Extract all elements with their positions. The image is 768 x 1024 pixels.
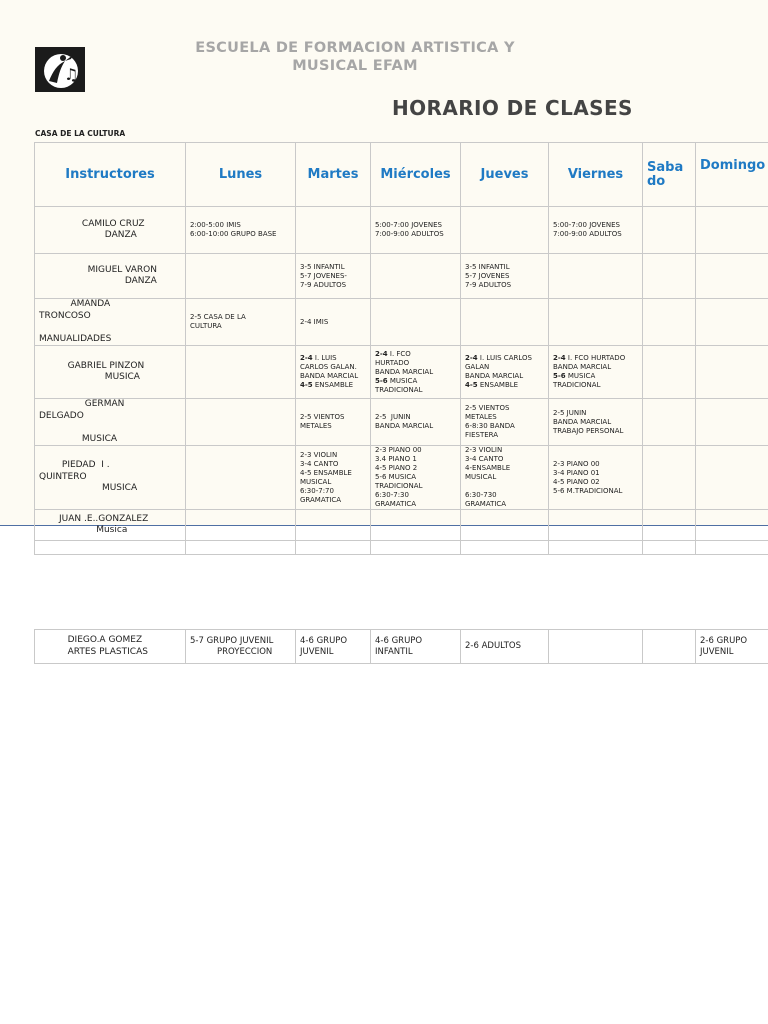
schedule-line: MUSICAL <box>300 477 332 486</box>
schedule-line: 3.4 PIANO 1 <box>375 455 417 463</box>
schedule-line: CULTURA <box>190 322 222 330</box>
column-header-instructores: Instructores <box>35 143 186 207</box>
schedule-line: PIEDAD I . <box>39 460 110 471</box>
schedule-cell-jueves <box>461 630 549 664</box>
instructor-cell <box>35 399 186 446</box>
schedule-text: I. LUIS <box>312 354 337 362</box>
schedule-line: AMANDA <box>39 299 111 309</box>
schedule-line: 2-3 PIANO 00 <box>375 446 422 454</box>
schedule-cell-domingo <box>696 254 768 299</box>
schedule-line: 7:00-9:00 ADULTOS <box>553 230 622 238</box>
schedule-line: GALAN <box>465 363 490 371</box>
schedule-cell-lunes <box>186 207 296 254</box>
schedule-cell-martes <box>296 446 371 510</box>
schedule-cell-miercoles <box>371 630 461 664</box>
schedule-text: ENSAMBLE <box>312 381 354 389</box>
schedule-cell-martes <box>296 207 371 254</box>
schedule-cell-viernes <box>549 399 643 446</box>
schedule-line <box>39 322 181 334</box>
schedule-line: DELGADO <box>39 410 84 421</box>
schedule-line: BANDA MARCIAL <box>300 372 359 380</box>
empty-cell <box>371 541 461 555</box>
schedule-cell-sabado <box>643 299 696 346</box>
table-row <box>35 630 768 664</box>
schedule-line <box>465 482 544 491</box>
schedule-line: JUVENIL <box>300 646 334 657</box>
column-header-miercoles: Miércoles <box>371 143 461 207</box>
schedule-cell-sabado <box>643 207 696 254</box>
school-name <box>170 39 540 75</box>
schedule-cell-jueves <box>461 346 549 399</box>
schedule-line <box>300 354 366 363</box>
schedule-line: 2-5 VIENTOS <box>300 413 345 421</box>
schedule-line <box>553 372 638 381</box>
schedule-cell-martes <box>296 346 371 399</box>
empty-cell <box>643 541 696 555</box>
empty-cell <box>186 541 296 555</box>
music-dancer-logo-icon <box>35 47 85 92</box>
schedule-cell-jueves <box>461 254 549 299</box>
schedule-line: MUSICA <box>39 483 138 494</box>
schedule-cell-martes <box>296 630 371 664</box>
schedule-line: INFANTIL <box>375 646 413 657</box>
schedule-time-bold: 2-4 <box>300 354 313 362</box>
schedule-table <box>34 142 768 555</box>
schedule-cell-domingo <box>696 510 768 541</box>
schedule-cell-martes <box>296 510 371 541</box>
schedule-line <box>465 354 544 363</box>
schedule-line: 6-8:30 BANDA <box>465 422 515 430</box>
empty-cell <box>549 541 643 555</box>
empty-cell <box>461 541 549 555</box>
schedule-cell-domingo <box>696 446 768 510</box>
schedule-time-bold: 2-4 <box>553 354 566 362</box>
schedule-line: METALES <box>300 422 332 430</box>
schedule-text: I. FCO <box>387 349 411 358</box>
schedule-line <box>375 377 456 386</box>
table-row <box>35 510 768 541</box>
table-row <box>35 254 768 299</box>
schedule-cell-lunes <box>186 346 296 399</box>
schedule-time-bold: 4-5 <box>465 381 478 389</box>
schedule-line: MIGUEL VARON <box>39 264 157 275</box>
schedule-cell-viernes <box>549 630 643 664</box>
schedule-cell-martes <box>296 399 371 446</box>
schedule-cell-viernes <box>549 446 643 510</box>
schedule-line: BANDA MARCIAL <box>465 372 524 380</box>
empty-cell <box>35 541 186 555</box>
schedule-line: 7-9 ADULTOS <box>465 280 512 289</box>
schedule-text: I. LUIS CARLOS <box>477 354 532 362</box>
schedule-cell-sabado <box>643 346 696 399</box>
schedule-line: 6:30-7:30 <box>375 491 409 499</box>
schedule-cell-sabado <box>643 510 696 541</box>
schedule-cell-lunes <box>186 510 296 541</box>
schedule-cell-domingo <box>696 399 768 446</box>
schedule-line: 5-6 M.TRADICIONAL <box>553 486 623 495</box>
schedule-time-bold: 2-4 <box>375 349 388 358</box>
schedule-line: 4-6 GRUPO <box>300 636 348 646</box>
schedule-line: JUAN .E..GONZALEZ <box>39 513 149 524</box>
schedule-line: FIESTERA <box>465 431 499 439</box>
column-header-domingo: Domingo <box>696 143 768 207</box>
schedule-time-bold: 5-6 <box>375 376 388 385</box>
schedule-cell-miercoles <box>371 446 461 510</box>
schedule-line: 3-4 CANTO <box>465 455 504 463</box>
schedule-line: CARLOS GALAN. <box>300 363 357 371</box>
schedule-time-bold: 4-5 <box>300 381 313 389</box>
schedule-line: BANDA MARCIAL <box>553 417 612 426</box>
instructor-cell <box>35 446 186 510</box>
table-row <box>35 299 768 346</box>
page-title: HORARIO DE CLASES <box>392 96 633 120</box>
schedule-line: TRADICIONAL <box>553 381 601 389</box>
schedule-line: 6:30-7:70 <box>300 486 334 495</box>
schedule-line: 2:00-5:00 IMIS <box>190 221 241 229</box>
schedule-line: 2-3 VIOLIN <box>465 446 503 454</box>
schedule-line: 3-4 CANTO <box>300 459 339 468</box>
schedule-line: MUSICA <box>39 433 118 444</box>
schedule-line: 4-6 GRUPO <box>375 636 423 646</box>
schedule-line: MANUALIDADES <box>39 333 112 344</box>
schedule-cell-viernes <box>549 346 643 399</box>
schedule-cell-lunes <box>186 446 296 510</box>
schedule-cell-viernes <box>549 510 643 541</box>
schedule-line: TRADICIONAL <box>375 482 423 490</box>
schedule-cell-miercoles <box>371 346 461 399</box>
schedule-line: GABRIEL PINZON <box>39 360 145 371</box>
schedule-cell-lunes <box>186 399 296 446</box>
schedule-line: DIEGO.A GOMEZ <box>39 635 143 645</box>
schedule-cell-miercoles <box>371 510 461 541</box>
schedule-line: 5:00-7:00 JOVENES <box>553 221 620 229</box>
schedule-line <box>465 381 544 390</box>
schedule-line: 6:30-730 <box>465 491 497 499</box>
schedule-text: I. FCO HURTADO <box>565 354 626 362</box>
schedule-line: MUSICA <box>39 372 140 382</box>
schedule-line: 2-3 VIOLIN <box>300 450 338 459</box>
schedule-line <box>553 354 638 363</box>
schedule-line: 4-ENSAMBLE <box>465 464 511 472</box>
schedule-line: GRAMATICA <box>375 500 417 508</box>
schedule-line: 5-7 GRUPO JUVENIL <box>190 636 274 646</box>
schedule-line: 4-5 PIANO 2 <box>375 464 418 472</box>
schedule-cell-viernes <box>549 299 643 346</box>
schedule-cell-jueves <box>461 446 549 510</box>
schedule-line: DANZA <box>39 230 137 240</box>
schedule-line: HURTADO <box>375 358 410 367</box>
svg-text:♫: ♫ <box>64 65 79 84</box>
schedule-cell-domingo <box>696 207 768 254</box>
schedule-text: MUSICA <box>565 372 596 380</box>
schedule-cell-miercoles <box>371 399 461 446</box>
schedule-line: 3-5 INFANTIL <box>300 262 345 271</box>
schedule-line: 2-6 ADULTOS <box>465 641 522 652</box>
schedule-line: GRAMATICA <box>300 495 342 504</box>
schedule-line <box>375 350 456 359</box>
schedule-line: 5-7 JOVENES <box>465 271 510 280</box>
schedule-line: BANDA MARCIAL <box>375 367 434 376</box>
instructor-cell <box>35 299 186 346</box>
table-header-row <box>35 143 768 207</box>
school-name-line-2: MUSICAL EFAM <box>292 58 418 74</box>
schedule-table-continued <box>34 629 768 664</box>
schedule-line: 5-6 MUSICA <box>375 473 417 481</box>
column-header-viernes: Viernes <box>549 143 643 207</box>
schedule-line: 7-9 ADULTOS <box>300 280 347 289</box>
schedule-line: GRAMATICA <box>465 500 507 508</box>
column-header-sabado: Saba do <box>643 143 696 207</box>
instructor-cell <box>35 630 186 664</box>
schedule-line: 2-6 GRUPO <box>700 636 748 646</box>
schedule-line: JUVENIL <box>700 646 734 657</box>
instructor-cell <box>35 510 186 541</box>
venue-label: CASA DE LA CULTURA <box>35 129 126 138</box>
schedule-line: 7:00-9:00 ADULTOS <box>375 230 444 238</box>
schedule-line: 4-5 PIANO 02 <box>553 477 600 486</box>
instructor-cell <box>35 207 186 254</box>
schedule-line <box>39 422 181 434</box>
schedule-cell-jueves <box>461 399 549 446</box>
schedule-line: 2-5 VIENTOS <box>465 404 510 412</box>
table-row <box>35 399 768 446</box>
schedule-line: 2-5 CASA DE LA <box>190 313 246 321</box>
schedule-line: 3-5 INFANTIL <box>465 262 510 271</box>
schedule-cell-sabado <box>643 254 696 299</box>
schedule-text: MUSICA <box>387 376 418 385</box>
schedule-line: CAMILO CRUZ <box>39 218 145 229</box>
schedule-cell-viernes <box>549 207 643 254</box>
schedule-cell-jueves <box>461 207 549 254</box>
schedule-line: TRADICIONAL <box>375 385 423 394</box>
schedule-cell-domingo <box>696 299 768 346</box>
schedule-line: 2-4 IMIS <box>300 317 329 326</box>
table-row <box>35 346 768 399</box>
schedule-line <box>300 381 366 390</box>
schedule-time-bold: 2-4 <box>465 354 478 362</box>
column-header-jueves: Jueves <box>461 143 549 207</box>
empty-cell <box>696 541 768 555</box>
schedule-text: ENSAMBLE <box>477 381 519 389</box>
schedule-cell-domingo <box>696 630 768 664</box>
schedule-line: BANDA MARCIAL <box>375 422 434 430</box>
schedule-line: PROYECCION <box>190 646 273 657</box>
schedule-line: 6:00-10:00 GRUPO BASE <box>190 230 277 238</box>
schedule-cell-jueves <box>461 299 549 346</box>
schedule-line: DANZA <box>39 276 157 286</box>
schedule-line: 2-5 JUNIN <box>375 413 411 421</box>
schedule-cell-lunes <box>186 630 296 664</box>
schedule-line: QUINTERO <box>39 471 87 482</box>
schedule-cell-miercoles <box>371 254 461 299</box>
schedule-line: BANDA MARCIAL <box>553 363 612 371</box>
schedule-line: ARTES PLASTICAS <box>39 646 148 657</box>
empty-table-row <box>35 541 768 555</box>
schedule-cell-jueves <box>461 510 549 541</box>
column-header-martes: Martes <box>296 143 371 207</box>
schedule-line: 5-7 JOVENES- <box>300 271 347 280</box>
schedule-cell-martes <box>296 254 371 299</box>
empty-cell <box>296 541 371 555</box>
instructor-cell <box>35 254 186 299</box>
schedule-line: 2-5 JUNIN <box>553 408 587 417</box>
schedule-cell-lunes <box>186 254 296 299</box>
table-row <box>35 207 768 254</box>
schedule-line: METALES <box>465 413 497 421</box>
schedule-cell-sabado <box>643 630 696 664</box>
column-header-lunes: Lunes <box>186 143 296 207</box>
schedule-line: 5:00-7:00 JOVENES <box>375 221 442 229</box>
schedule-cell-lunes <box>186 299 296 346</box>
schedule-line: 4-5 ENSAMBLE <box>300 468 352 477</box>
schedule-line: 2-3 PIANO 00 <box>553 459 600 468</box>
schedule-cell-viernes <box>549 254 643 299</box>
schedule-cell-miercoles <box>371 207 461 254</box>
schedule-cell-miercoles <box>371 299 461 346</box>
schedule-line: GERMAN <box>39 399 125 409</box>
school-name-line-1: ESCUELA DE FORMACION ARTISTICA Y <box>195 40 515 56</box>
schedule-line: TRABAJO PERSONAL <box>553 426 624 435</box>
schedule-cell-martes <box>296 299 371 346</box>
schedule-line: TRONCOSO <box>39 310 91 321</box>
schedule-cell-domingo <box>696 346 768 399</box>
schedule-cell-sabado <box>643 399 696 446</box>
schedule-time-bold: 5-6 <box>553 372 566 380</box>
schedule-line: 3-4 PIANO 01 <box>553 468 600 477</box>
instructor-cell <box>35 346 186 399</box>
schedule-line: Musica <box>39 525 128 535</box>
schedule-line: MUSICAL <box>465 473 497 481</box>
schedule-cell-sabado <box>643 446 696 510</box>
table-row <box>35 446 768 510</box>
